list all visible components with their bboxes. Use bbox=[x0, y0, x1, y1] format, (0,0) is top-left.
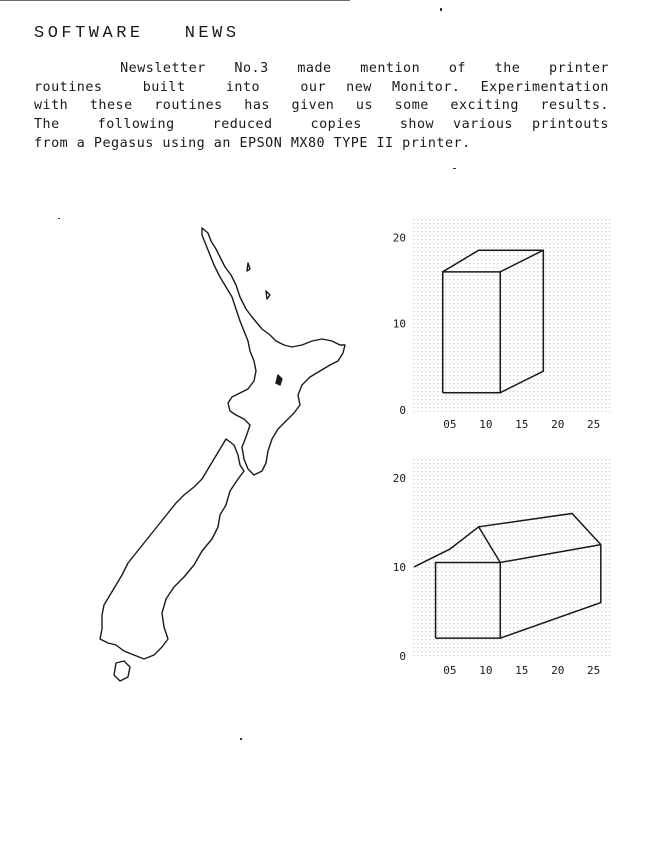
article-title bbox=[34, 24, 240, 43]
coastal-island bbox=[266, 291, 270, 299]
north-island-outline bbox=[202, 228, 345, 475]
printer-speck bbox=[453, 168, 456, 169]
paragraph-line: from a Pegasus using an EPSON MX80 TYPE II printer. bbox=[34, 135, 471, 151]
paragraph-line: Newsletter No.3 made mention of the printer bbox=[34, 61, 609, 76]
y-tick-label: 10 bbox=[392, 560, 406, 574]
x-tick-label: 05 bbox=[443, 664, 457, 677]
printer-speck bbox=[58, 218, 60, 219]
x-axis-ticks bbox=[443, 418, 600, 431]
printer-speck bbox=[240, 738, 242, 740]
y-tick-label: 10 bbox=[392, 317, 406, 331]
x-tick-label: 15 bbox=[515, 664, 529, 677]
x-tick-label: 05 bbox=[443, 418, 457, 431]
y-tick-label: 20 bbox=[392, 231, 406, 245]
south-island-outline bbox=[100, 439, 244, 659]
paragraph-line: routines built into our new Monitor. Experimentation bbox=[34, 79, 609, 95]
y-tick-label: 0 bbox=[399, 650, 406, 663]
paragraph-line: with these routines has given us some exciting results. bbox=[34, 98, 609, 114]
dot-grid bbox=[412, 456, 612, 656]
house-printout-chart bbox=[380, 450, 620, 690]
title-word-2: NEWS bbox=[184, 24, 240, 43]
x-tick-label: 10 bbox=[479, 418, 493, 431]
y-tick-label: 20 bbox=[392, 471, 406, 485]
paragraph-line: The following reduced copies show various printouts bbox=[34, 117, 609, 133]
y-tick-label: 0 bbox=[399, 404, 406, 417]
printer-speck bbox=[0, 0, 350, 1]
new-zealand-map bbox=[80, 215, 380, 695]
stewart-island-outline bbox=[114, 661, 130, 681]
x-axis-ticks bbox=[443, 664, 600, 677]
y-axis-ticks bbox=[393, 231, 406, 417]
title-word-1: SOFTWARE bbox=[34, 24, 144, 43]
box-printout-chart bbox=[380, 210, 620, 440]
x-tick-label: 25 bbox=[587, 664, 601, 677]
lake-taupo bbox=[276, 375, 282, 385]
x-tick-label: 20 bbox=[551, 664, 565, 677]
coastal-island bbox=[247, 263, 250, 271]
y-axis-ticks bbox=[393, 472, 406, 663]
printer-speck bbox=[440, 8, 442, 11]
article-paragraph bbox=[34, 60, 609, 154]
x-tick-label: 25 bbox=[587, 418, 601, 431]
x-tick-label: 15 bbox=[515, 418, 529, 431]
x-tick-label: 10 bbox=[479, 664, 493, 677]
x-tick-label: 20 bbox=[551, 418, 565, 431]
